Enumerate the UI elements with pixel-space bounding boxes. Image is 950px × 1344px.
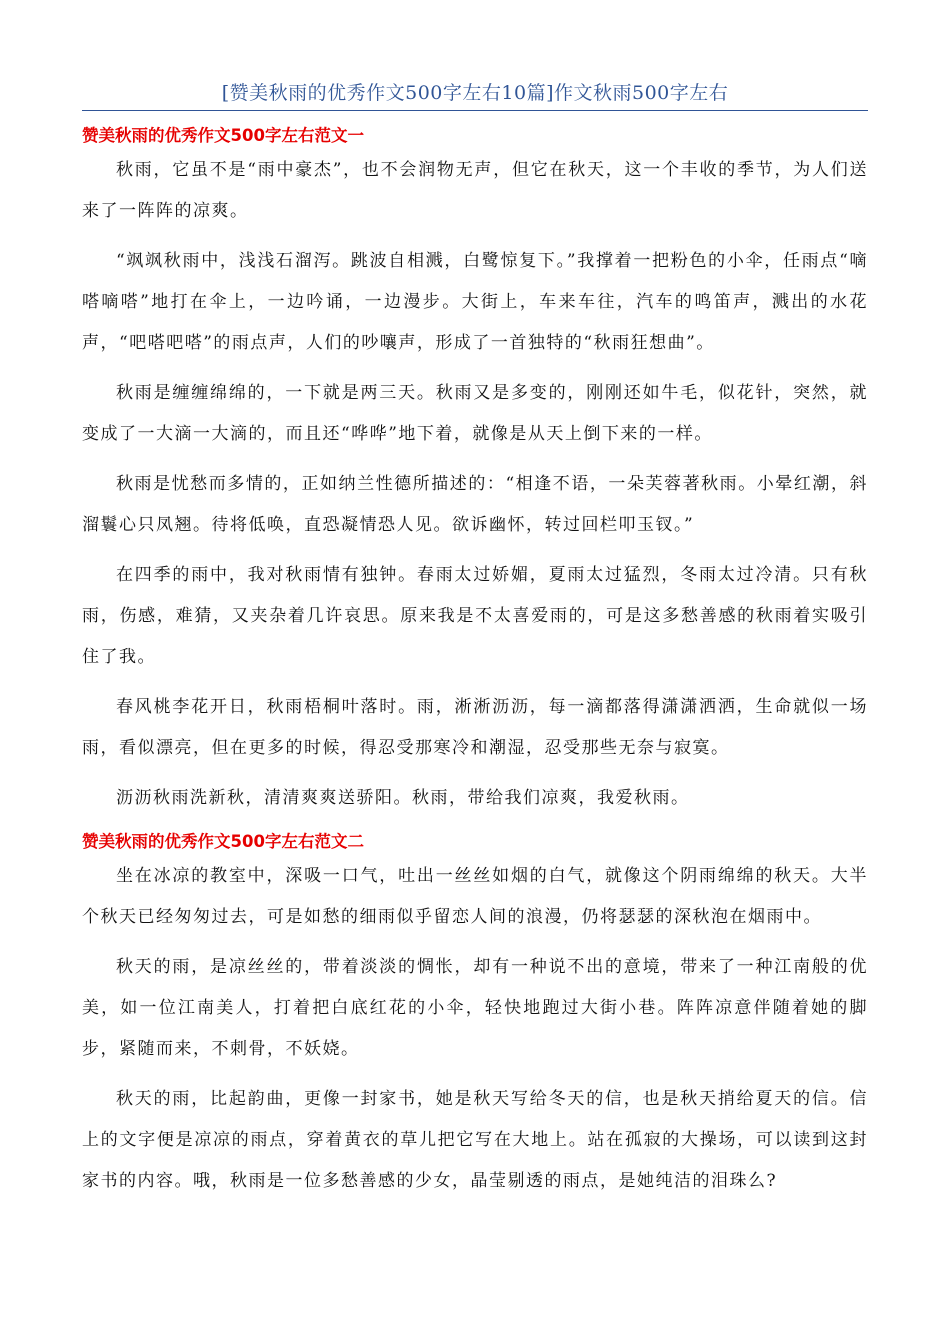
- paragraph: 在四季的雨中，我对秋雨情有独钟。春雨太过娇媚，夏雨太过猛烈，冬雨太过冷清。只有秋雨，伤感，难猜，又夹杂着几许哀思。原来我是不太喜爱雨的，可是这多愁善感的秋雨着实吸引住了我。: [82, 565, 868, 667]
- document-body: [82, 122, 868, 1211]
- paragraph: “飒飒秋雨中，浅浅石溜泻。跳波自相溅，白鹭惊复下。”我撑着一把粉色的小伞，任雨点“嘀嗒嘀嗒”地打在伞上，一边吟诵，一边漫步。大街上，车来车往，汽车的鸣笛声，溅出的水花声，“吧嗒吧嗒”的雨点声，人们的吵嚷声，形成了一首独特的“秋雨狂想曲”。: [82, 251, 868, 353]
- paragraph: 秋雨是缠缠绵绵的，一下就是两三天。秋雨又是多变的，刚刚还如牛毛，似花针，突然，就变成了一大滴一大滴的，而且还“哗哗”地下着，就像是从天上倒下来的一样。: [82, 383, 868, 444]
- document-header-title: [赞美秋雨的优秀作文500字左右10篇]作文秋雨500字左右: [221, 82, 729, 104]
- header-divider: [82, 110, 868, 111]
- paragraph: 沥沥秋雨洗新秋，清清爽爽送骄阳。秋雨，带给我们凉爽，我爱秋雨。: [116, 788, 690, 808]
- paragraph: 春风桃李花开日，秋雨梧桐叶落时。雨，淅淅沥沥，每一滴都落得潇潇洒洒，生命就似一场雨，看似漂亮，但在更多的时候，得忍受那寒冷和潮湿，忍受那些无奈与寂寞。: [82, 697, 868, 758]
- paragraph: 秋天的雨，是凉丝丝的，带着淡淡的惆怅，却有一种说不出的意境，带来了一种江南般的优美，如一位江南美人，打着把白底红花的小伞，轻快地跑过大街小巷。阵阵凉意伴随着她的脚步，紧随而来，不刺骨，不妖娆。: [82, 957, 868, 1059]
- section-heading: 赞美秋雨的优秀作文500字左右范文二: [82, 832, 364, 851]
- section-heading: 赞美秋雨的优秀作文500字左右范文一: [82, 126, 364, 145]
- essay-section-1: [82, 122, 868, 819]
- paragraph: 秋雨是忧愁而多情的，正如纳兰性德所描述的：“相逢不语，一朵芙蓉著秋雨。小晕红潮，斜溜鬟心只凤翘。待将低唤，直恐凝情恐人见。欲诉幽怀，转过回栏叩玉钗。”: [82, 474, 868, 535]
- paragraph: 秋雨，它虽不是“雨中豪杰”，也不会润物无声，但它在秋天，这一个丰收的季节，为人们送来了一阵阵的凉爽。: [82, 160, 868, 221]
- paragraph: 秋天的雨，比起韵曲，更像一封家书，她是秋天写给冬天的信，也是秋天捎给夏天的信。信上的文字便是凉凉的雨点，穿着黄衣的草儿把它写在大地上。站在孤寂的大操场，可以读到这封家书的内容。哦，秋雨是一位多愁善感的少女，晶莹剔透的雨点，是她纯洁的泪珠么?: [82, 1089, 868, 1191]
- paragraph: 坐在冰凉的教室中，深吸一口气，吐出一丝丝如烟的白气，就像这个阴雨绵绵的秋天。大半个秋天已经匆匆过去，可是如愁的细雨似乎留恋人间的浪漫，仍将瑟瑟的深秋泡在烟雨中。: [82, 866, 868, 927]
- essay-section-2: [82, 828, 868, 1202]
